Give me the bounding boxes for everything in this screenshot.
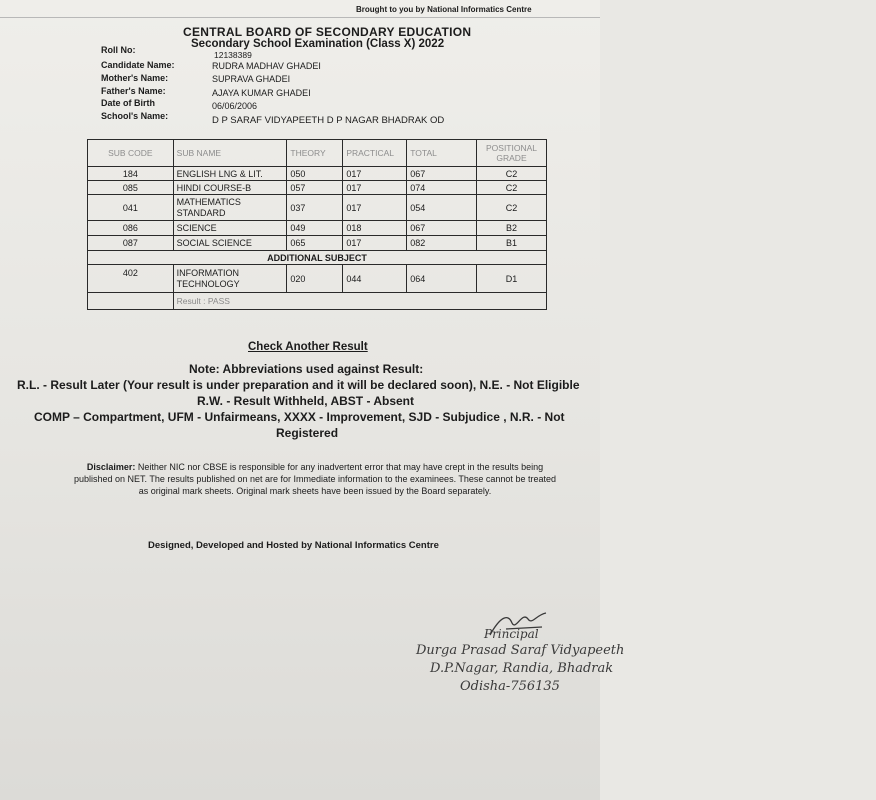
total-cell: 074 (407, 181, 477, 195)
marks-table (87, 139, 547, 310)
grade-cell: C2 (477, 181, 547, 195)
theory-cell: 050 (287, 167, 343, 181)
additional-subject-heading: ADDITIONAL SUBJECT (88, 251, 547, 265)
sub-name-cell: MATHEMATICS STANDARD (173, 195, 287, 221)
disclaimer (70, 461, 560, 497)
roll-no-value: 12138389 (214, 50, 252, 60)
header-theory: THEORY (287, 140, 343, 167)
disclaimer-label: Disclaimer: (86, 462, 136, 472)
practical-cell: 018 (343, 221, 407, 236)
father-name-value: AJAYA KUMAR GHADEI (212, 88, 311, 98)
disclaimer-text: Neither NIC nor CBSE is responsible for any inadvertent error that may have crept in the results being published on NET. The results published on net are for Immediate information to the examinees. These cannot be treated as original mark sheets. Original mark sheets have been issued by the Board separately. (74, 462, 556, 496)
theory-cell: 057 (287, 181, 343, 195)
sub-code-cell: 086 (88, 221, 174, 236)
sub-code-cell: 041 (88, 195, 174, 221)
mother-name-label: Mother's Name: (101, 73, 169, 83)
result-row (88, 293, 547, 310)
practical-cell: 044 (343, 265, 407, 293)
table-row (88, 195, 547, 221)
roll-no-label: Roll No: (101, 45, 136, 55)
grade-cell: B2 (477, 221, 547, 236)
top-divider (0, 17, 600, 18)
sub-code-cell: 087 (88, 236, 174, 251)
result-value: PASS (207, 296, 230, 306)
note-line-4: Registered (276, 426, 339, 440)
sub-code-cell: 402 (88, 265, 174, 293)
table-row (88, 181, 547, 195)
dob-label: Date of Birth (101, 98, 155, 108)
school-name-value: D P SARAF VIDYAPEETH D P NAGAR BHADRAK OD (212, 115, 445, 126)
practical-cell: 017 (343, 195, 407, 221)
sub-name-cell: ENGLISH LNG & LIT. (173, 167, 287, 181)
school-name-label: School's Name: (101, 111, 169, 121)
total-cell: 067 (407, 221, 477, 236)
header-sub-name: SUB NAME (173, 140, 287, 167)
father-name-label: Father's Name: (101, 86, 166, 96)
theory-cell: 037 (287, 195, 343, 221)
brought-by-text: Brought to you by National Informatics Centre (356, 5, 532, 14)
designed-by-text: Designed, Developed and Hosted by National Informatics Centre (148, 540, 439, 551)
candidate-name-label: Candidate Name: (101, 60, 175, 70)
practical-cell: 017 (343, 236, 407, 251)
note-line-1: R.L. - Result Later (Your result is under preparation and it will be declared soon), N.E. - Not Eligible (17, 378, 580, 392)
total-cell: 067 (407, 167, 477, 181)
table-row (88, 265, 547, 293)
theory-cell: 065 (287, 236, 343, 251)
note-line-2: R.W. - Result Withheld, ABST - Absent (197, 394, 414, 408)
sub-name-cell: INFORMATION TECHNOLOGY (173, 265, 287, 293)
header-sub-code: SUB CODE (88, 140, 174, 167)
theory-cell: 020 (287, 265, 343, 293)
total-cell: 082 (407, 236, 477, 251)
practical-cell: 017 (343, 181, 407, 195)
stamp-line-1: Durga Prasad Saraf Vidyapeeth (416, 643, 625, 658)
sub-name-cell: HINDI COURSE-B (173, 181, 287, 195)
board-title: CENTRAL BOARD OF SECONDARY EDUCATION (183, 25, 472, 39)
mother-name-value: SUPRAVA GHADEI (212, 74, 291, 84)
result-label: Result : (176, 296, 206, 306)
dob-value: 06/06/2006 (212, 101, 258, 111)
result-cell (173, 293, 546, 310)
header-practical: PRACTICAL (343, 140, 407, 167)
stamp-title: Principal (484, 627, 539, 641)
grade-cell: C2 (477, 195, 547, 221)
note-line-3: COMP – Compartment, UFM - Unfairmeans, XXXX - Improvement, SJD - Subjudice , N.R. - Not (34, 410, 565, 424)
practical-cell: 017 (343, 167, 407, 181)
sub-code-cell: 085 (88, 181, 174, 195)
grade-cell: B1 (477, 236, 547, 251)
header-total: TOTAL (407, 140, 477, 167)
grade-cell: C2 (477, 167, 547, 181)
sub-code-cell: 184 (88, 167, 174, 181)
check-another-result-link[interactable]: Check Another Result (248, 341, 368, 353)
theory-cell: 049 (287, 221, 343, 236)
sub-name-cell: SCIENCE (173, 221, 287, 236)
candidate-name-value: RUDRA MADHAV GHADEI (212, 61, 321, 71)
table-row (88, 221, 547, 236)
note-title: Note: Abbreviations used against Result: (189, 362, 424, 376)
grade-cell: D1 (477, 265, 547, 293)
table-row (88, 167, 547, 181)
total-cell: 054 (407, 195, 477, 221)
additional-subject-row (88, 251, 547, 265)
stamp-line-2: D.P.Nagar, Randia, Bhadrak (430, 661, 614, 676)
header-grade: POSITIONAL GRADE (477, 140, 547, 167)
table-header-row (88, 140, 547, 167)
table-row (88, 236, 547, 251)
exam-title: Secondary School Examination (Class X) 2022 (191, 38, 445, 50)
total-cell: 064 (407, 265, 477, 293)
stamp-line-3: Odisha-756135 (460, 679, 560, 694)
sub-name-cell: SOCIAL SCIENCE (173, 236, 287, 251)
